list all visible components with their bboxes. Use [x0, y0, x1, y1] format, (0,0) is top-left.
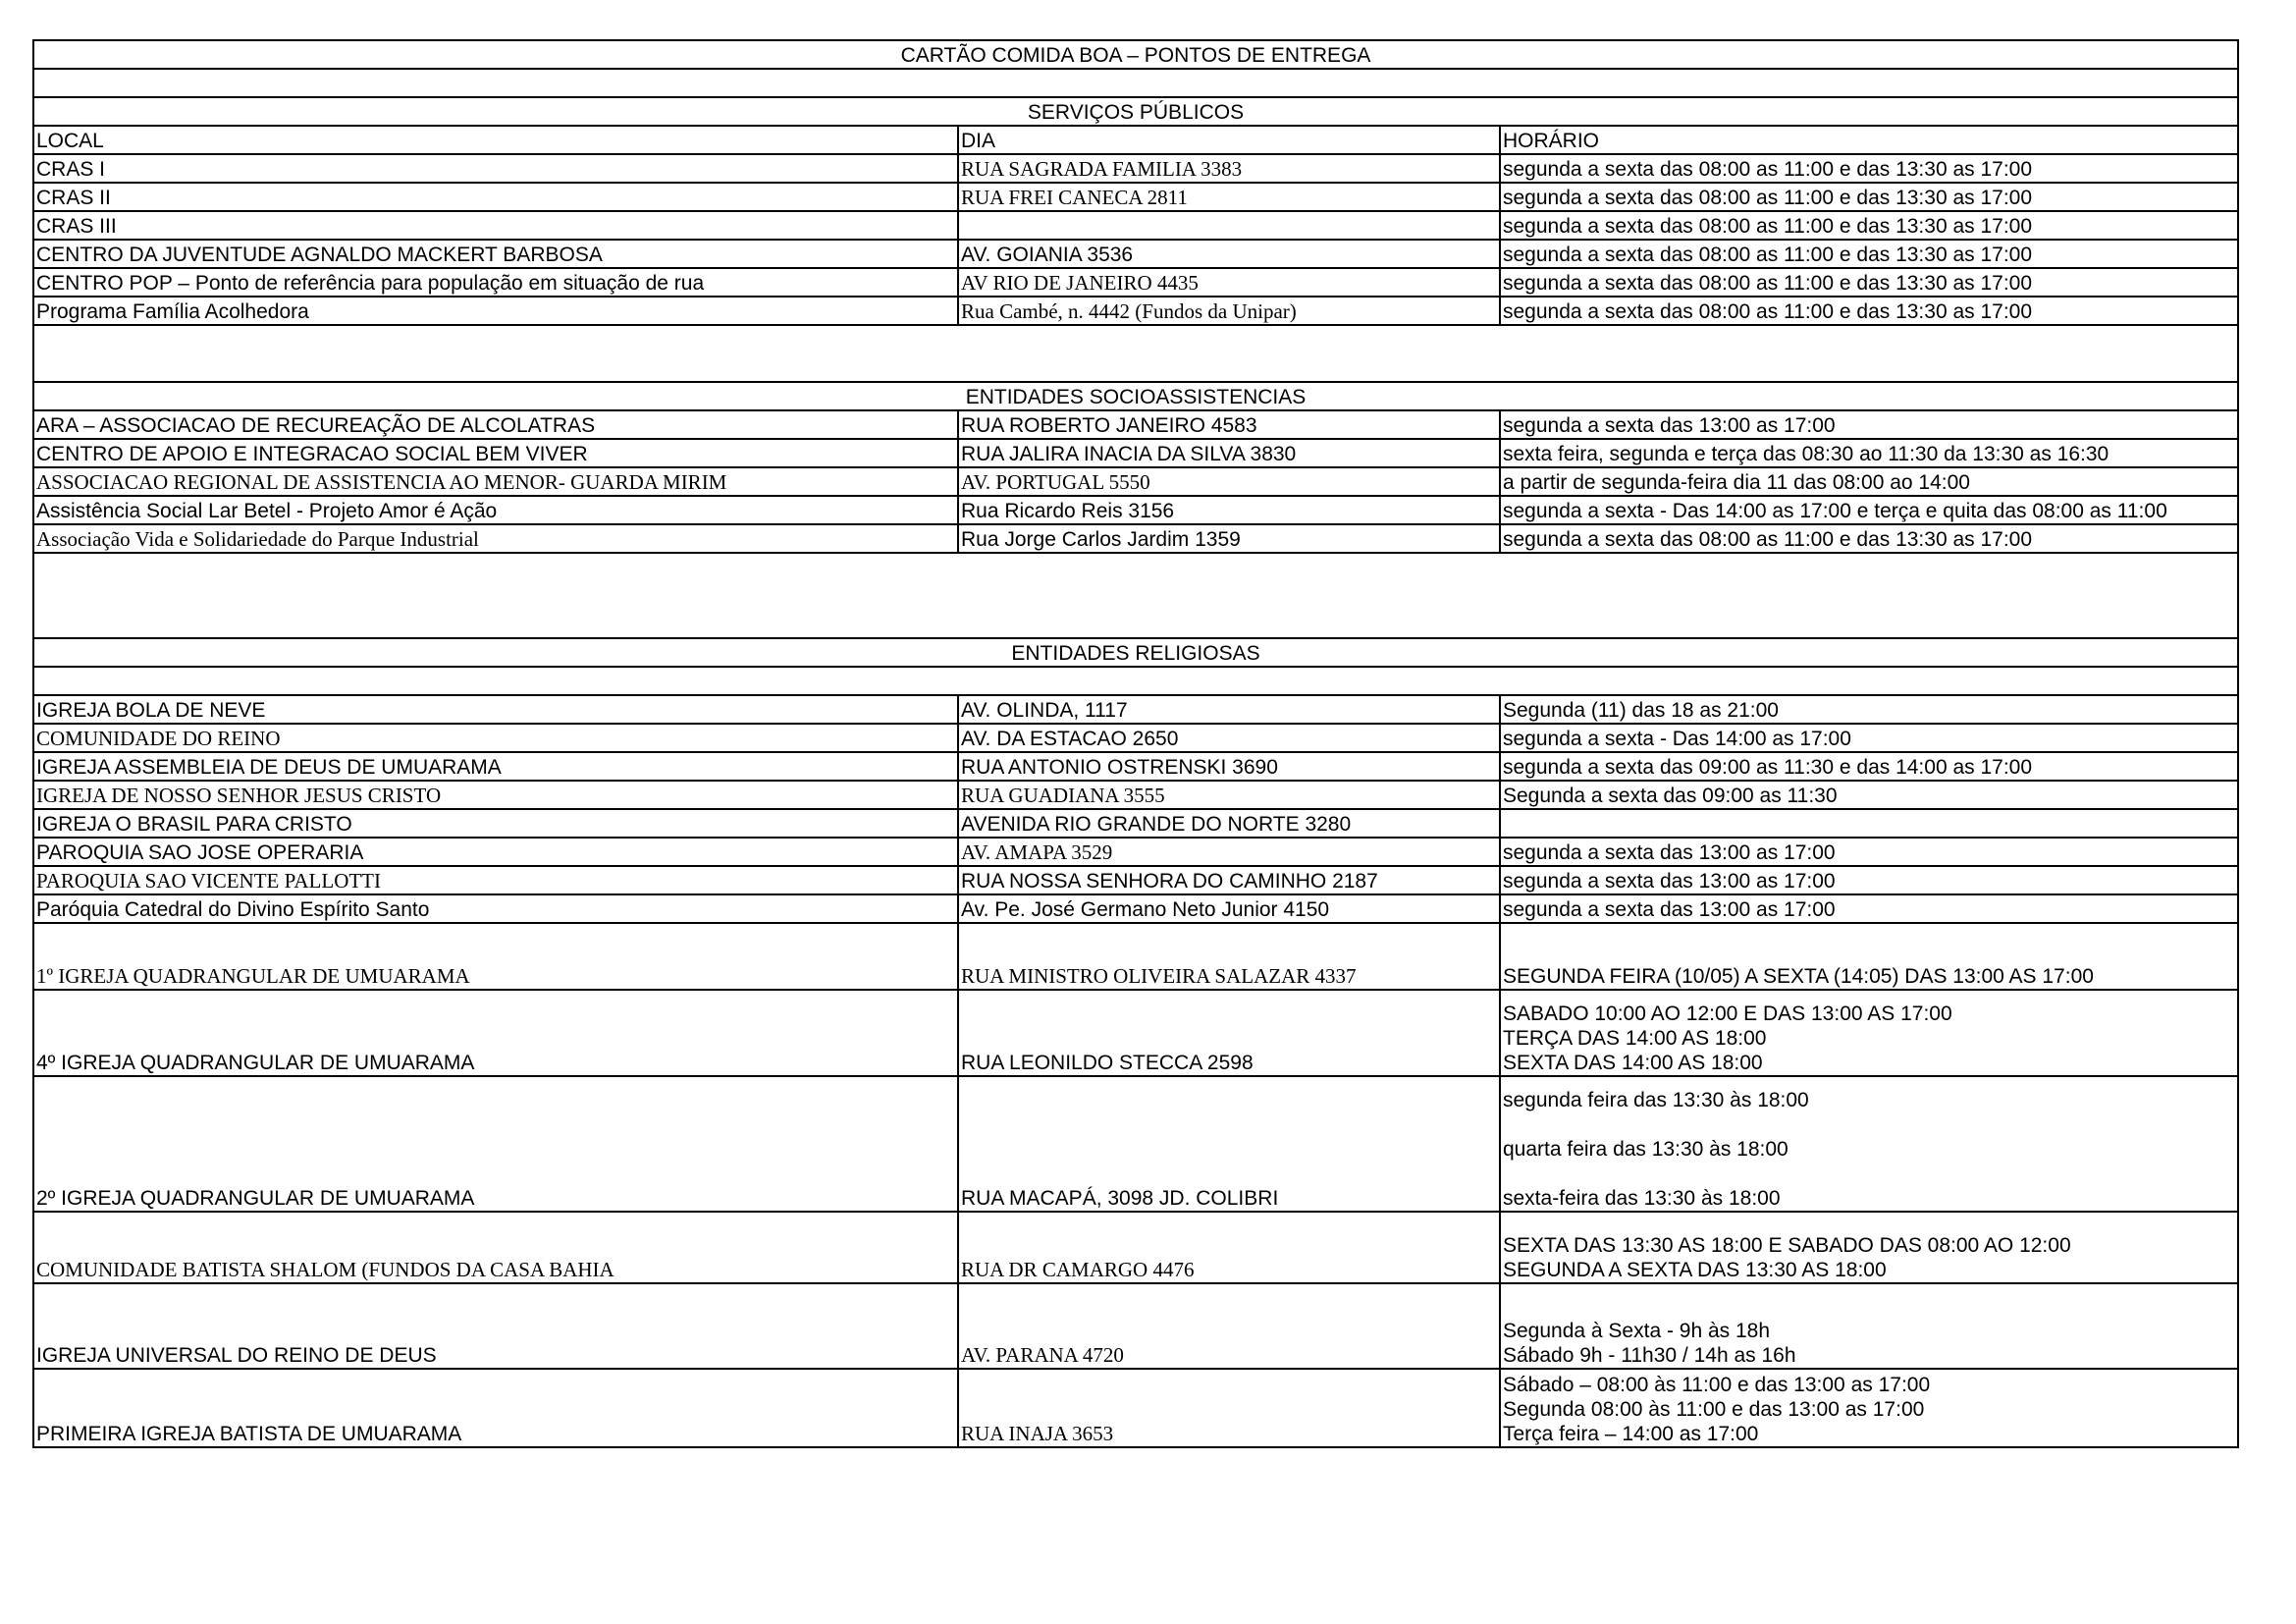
cell-local: 1º IGREJA QUADRANGULAR DE UMUARAMA: [33, 923, 958, 990]
table-row: [33, 724, 2238, 752]
cell-horario: SEGUNDA FEIRA (10/05) A SEXTA (14:05) DAS 13:00 AS 17:00: [1500, 923, 2238, 990]
cell-horario: a partir de segunda-feira dia 11 das 08:00 ao 14:00: [1500, 467, 2238, 496]
cell-local: CENTRO DE APOIO E INTEGRACAO SOCIAL BEM VIVER: [33, 439, 958, 467]
blank-cell: [33, 667, 2238, 695]
cell-horario: SEXTA DAS 13:30 AS 18:00 E SABADO DAS 08:00 AO 12:00 SEGUNDA A SEXTA DAS 13:30 AS 18:00: [1500, 1212, 2238, 1283]
cell-dia: RUA LEONILDO STECCA 2598: [958, 990, 1500, 1076]
section-title-row: [33, 97, 2238, 126]
cell-local: IGREJA BOLA DE NEVE: [33, 695, 958, 724]
cell-dia: RUA GUADIANA 3555: [958, 781, 1500, 809]
cell-horario: segunda a sexta - Das 14:00 as 17:00 e terça e quita das 08:00 as 11:00: [1500, 496, 2238, 524]
cell-horario: Segunda (11) das 18 as 21:00: [1500, 695, 2238, 724]
cell-local: Programa Família Acolhedora: [33, 297, 958, 325]
cell-horario: segunda feira das 13:30 às 18:00 quarta feira das 13:30 às 18:00 sexta-feira das 13:30 às 18:00: [1500, 1076, 2238, 1212]
table-row: [33, 211, 2238, 240]
cell-dia: Rua Cambé, n. 4442 (Fundos da Unipar): [958, 297, 1500, 325]
cell-dia: AV RIO DE JANEIRO 4435: [958, 268, 1500, 297]
table-row: [33, 496, 2238, 524]
table-row: [33, 1212, 2238, 1283]
cell-dia: RUA INAJA 3653: [958, 1369, 1500, 1447]
cell-dia: RUA ROBERTO JANEIRO 4583: [958, 410, 1500, 439]
table-row: [33, 1369, 2238, 1447]
cell-dia: Av. Pe. José Germano Neto Junior 4150: [958, 894, 1500, 923]
cell-dia: AV. AMAPA 3529: [958, 838, 1500, 866]
blank-cell: [33, 69, 2238, 97]
cell-local: 2º IGREJA QUADRANGULAR DE UMUARAMA: [33, 1076, 958, 1212]
cell-dia: [958, 211, 1500, 240]
section-title-row: [33, 638, 2238, 667]
table-row: [33, 695, 2238, 724]
table-row: [33, 1076, 2238, 1212]
cell-dia: Rua Ricardo Reis 3156: [958, 496, 1500, 524]
table-row: [33, 183, 2238, 211]
cell-dia: RUA MINISTRO OLIVEIRA SALAZAR 4337: [958, 923, 1500, 990]
cell-horario: segunda a sexta das 09:00 as 11:30 e das 14:00 as 17:00: [1500, 752, 2238, 781]
blank-cell: [33, 553, 2238, 638]
table-row: [33, 894, 2238, 923]
cell-local: ARA – ASSOCIACAO DE RECUREAÇÃO DE ALCOLATRAS: [33, 410, 958, 439]
cell-dia: AV. PARANA 4720: [958, 1283, 1500, 1369]
cell-horario: segunda a sexta das 13:00 as 17:00: [1500, 866, 2238, 894]
header-horario: HORÁRIO: [1500, 126, 2238, 154]
cell-dia: AV. DA ESTACAO 2650: [958, 724, 1500, 752]
cell-local: COMUNIDADE BATISTA SHALOM (FUNDOS DA CASA BAHIA: [33, 1212, 958, 1283]
title-row: [33, 40, 2238, 69]
cell-local: Assistência Social Lar Betel - Projeto Amor é Ação: [33, 496, 958, 524]
cell-horario: segunda a sexta das 08:00 as 11:00 e das 13:30 as 17:00: [1500, 297, 2238, 325]
cell-horario: segunda a sexta das 13:00 as 17:00: [1500, 894, 2238, 923]
cell-dia: AV. GOIANIA 3536: [958, 240, 1500, 268]
cell-local: Paróquia Catedral do Divino Espírito Santo: [33, 894, 958, 923]
cell-dia: RUA SAGRADA FAMILIA 3383: [958, 154, 1500, 183]
cell-horario: Sábado – 08:00 às 11:00 e das 13:00 as 17:00 Segunda 08:00 às 11:00 e das 13:00 as 17:00 Terça feira – 14:00 as 17:00: [1500, 1369, 2238, 1447]
table-row: [33, 268, 2238, 297]
cell-local: IGREJA UNIVERSAL DO REINO DE DEUS: [33, 1283, 958, 1369]
blank-row: [33, 325, 2238, 382]
section-title-publicos: SERVIÇOS PÚBLICOS: [33, 97, 2238, 126]
cell-horario: segunda a sexta das 08:00 as 11:00 e das 13:30 as 17:00: [1500, 154, 2238, 183]
cell-horario: segunda a sexta das 13:00 as 17:00: [1500, 838, 2238, 866]
cell-dia: RUA JALIRA INACIA DA SILVA 3830: [958, 439, 1500, 467]
cell-dia: AV. OLINDA, 1117: [958, 695, 1500, 724]
table-row: [33, 240, 2238, 268]
cell-local: CRAS II: [33, 183, 958, 211]
cell-horario: segunda a sexta das 08:00 as 11:00 e das 13:30 as 17:00: [1500, 268, 2238, 297]
cell-local: CRAS I: [33, 154, 958, 183]
section-title-religiosas: ENTIDADES RELIGIOSAS: [33, 638, 2238, 667]
table-row: [33, 524, 2238, 553]
cell-dia: RUA FREI CANECA 2811: [958, 183, 1500, 211]
table-row: [33, 923, 2238, 990]
cell-local: IGREJA O BRASIL PARA CRISTO: [33, 809, 958, 838]
cell-horario: SABADO 10:00 AO 12:00 E DAS 13:00 AS 17:00 TERÇA DAS 14:00 AS 18:00 SEXTA DAS 14:00 AS 18:00: [1500, 990, 2238, 1076]
table-row: [33, 838, 2238, 866]
cell-horario: segunda a sexta das 13:00 as 17:00: [1500, 410, 2238, 439]
cell-local: CENTRO POP – Ponto de referência para população em situação de rua: [33, 268, 958, 297]
cell-horario: segunda a sexta das 08:00 as 11:00 e das 13:30 as 17:00: [1500, 524, 2238, 553]
blank-row: [33, 667, 2238, 695]
table-row: [33, 866, 2238, 894]
cell-dia: RUA MACAPÁ, 3098 JD. COLIBRI: [958, 1076, 1500, 1212]
table-row: [33, 752, 2238, 781]
cell-horario: Segunda a sexta das 09:00 as 11:30: [1500, 781, 2238, 809]
cell-horario: segunda a sexta das 08:00 as 11:00 e das 13:30 as 17:00: [1500, 183, 2238, 211]
delivery-points-table: [32, 39, 2239, 1448]
section-title-socio: ENTIDADES SOCIOASSISTENCIAS: [33, 382, 2238, 410]
cell-dia: Rua Jorge Carlos Jardim 1359: [958, 524, 1500, 553]
cell-dia: AV. PORTUGAL 5550: [958, 467, 1500, 496]
cell-local: IGREJA DE NOSSO SENHOR JESUS CRISTO: [33, 781, 958, 809]
cell-local: CENTRO DA JUVENTUDE AGNALDO MACKERT BARBOSA: [33, 240, 958, 268]
cell-local: ASSOCIACAO REGIONAL DE ASSISTENCIA AO MENOR- GUARDA MIRIM: [33, 467, 958, 496]
header-local: LOCAL: [33, 126, 958, 154]
table-row: [33, 439, 2238, 467]
table-row: [33, 1283, 2238, 1369]
cell-dia: RUA ANTONIO OSTRENSKI 3690: [958, 752, 1500, 781]
cell-horario: segunda a sexta - Das 14:00 as 17:00: [1500, 724, 2238, 752]
cell-local: Associação Vida e Solidariedade do Parque Industrial: [33, 524, 958, 553]
cell-local: COMUNIDADE DO REINO: [33, 724, 958, 752]
document-title: CARTÃO COMIDA BOA – PONTOS DE ENTREGA: [33, 40, 2238, 69]
cell-local: IGREJA ASSEMBLEIA DE DEUS DE UMUARAMA: [33, 752, 958, 781]
cell-dia: RUA DR CAMARGO 4476: [958, 1212, 1500, 1283]
section-title-row: [33, 382, 2238, 410]
table-row: [33, 781, 2238, 809]
cell-horario: [1500, 809, 2238, 838]
cell-horario: Segunda à Sexta - 9h às 18h Sábado 9h - 11h30 / 14h as 16h: [1500, 1283, 2238, 1369]
cell-horario: segunda a sexta das 08:00 as 11:00 e das 13:30 as 17:00: [1500, 211, 2238, 240]
blank-row: [33, 553, 2238, 638]
table-row: [33, 809, 2238, 838]
cell-horario: segunda a sexta das 08:00 as 11:00 e das 13:30 as 17:00: [1500, 240, 2238, 268]
blank-row: [33, 69, 2238, 97]
cell-dia: RUA NOSSA SENHORA DO CAMINHO 2187: [958, 866, 1500, 894]
table-row: [33, 297, 2238, 325]
header-dia: DIA: [958, 126, 1500, 154]
table-row: [33, 154, 2238, 183]
cell-local: PRIMEIRA IGREJA BATISTA DE UMUARAMA: [33, 1369, 958, 1447]
table-row: [33, 990, 2238, 1076]
cell-local: PAROQUIA SAO VICENTE PALLOTTI: [33, 866, 958, 894]
cell-horario: sexta feira, segunda e terça das 08:30 ao 11:30 da 13:30 as 16:30: [1500, 439, 2238, 467]
cell-dia: AVENIDA RIO GRANDE DO NORTE 3280: [958, 809, 1500, 838]
cell-local: PAROQUIA SAO JOSE OPERARIA: [33, 838, 958, 866]
blank-cell: [33, 325, 2238, 382]
cell-local: 4º IGREJA QUADRANGULAR DE UMUARAMA: [33, 990, 958, 1076]
header-row: [33, 126, 2238, 154]
cell-local: CRAS III: [33, 211, 958, 240]
table-row: [33, 467, 2238, 496]
table-row: [33, 410, 2238, 439]
